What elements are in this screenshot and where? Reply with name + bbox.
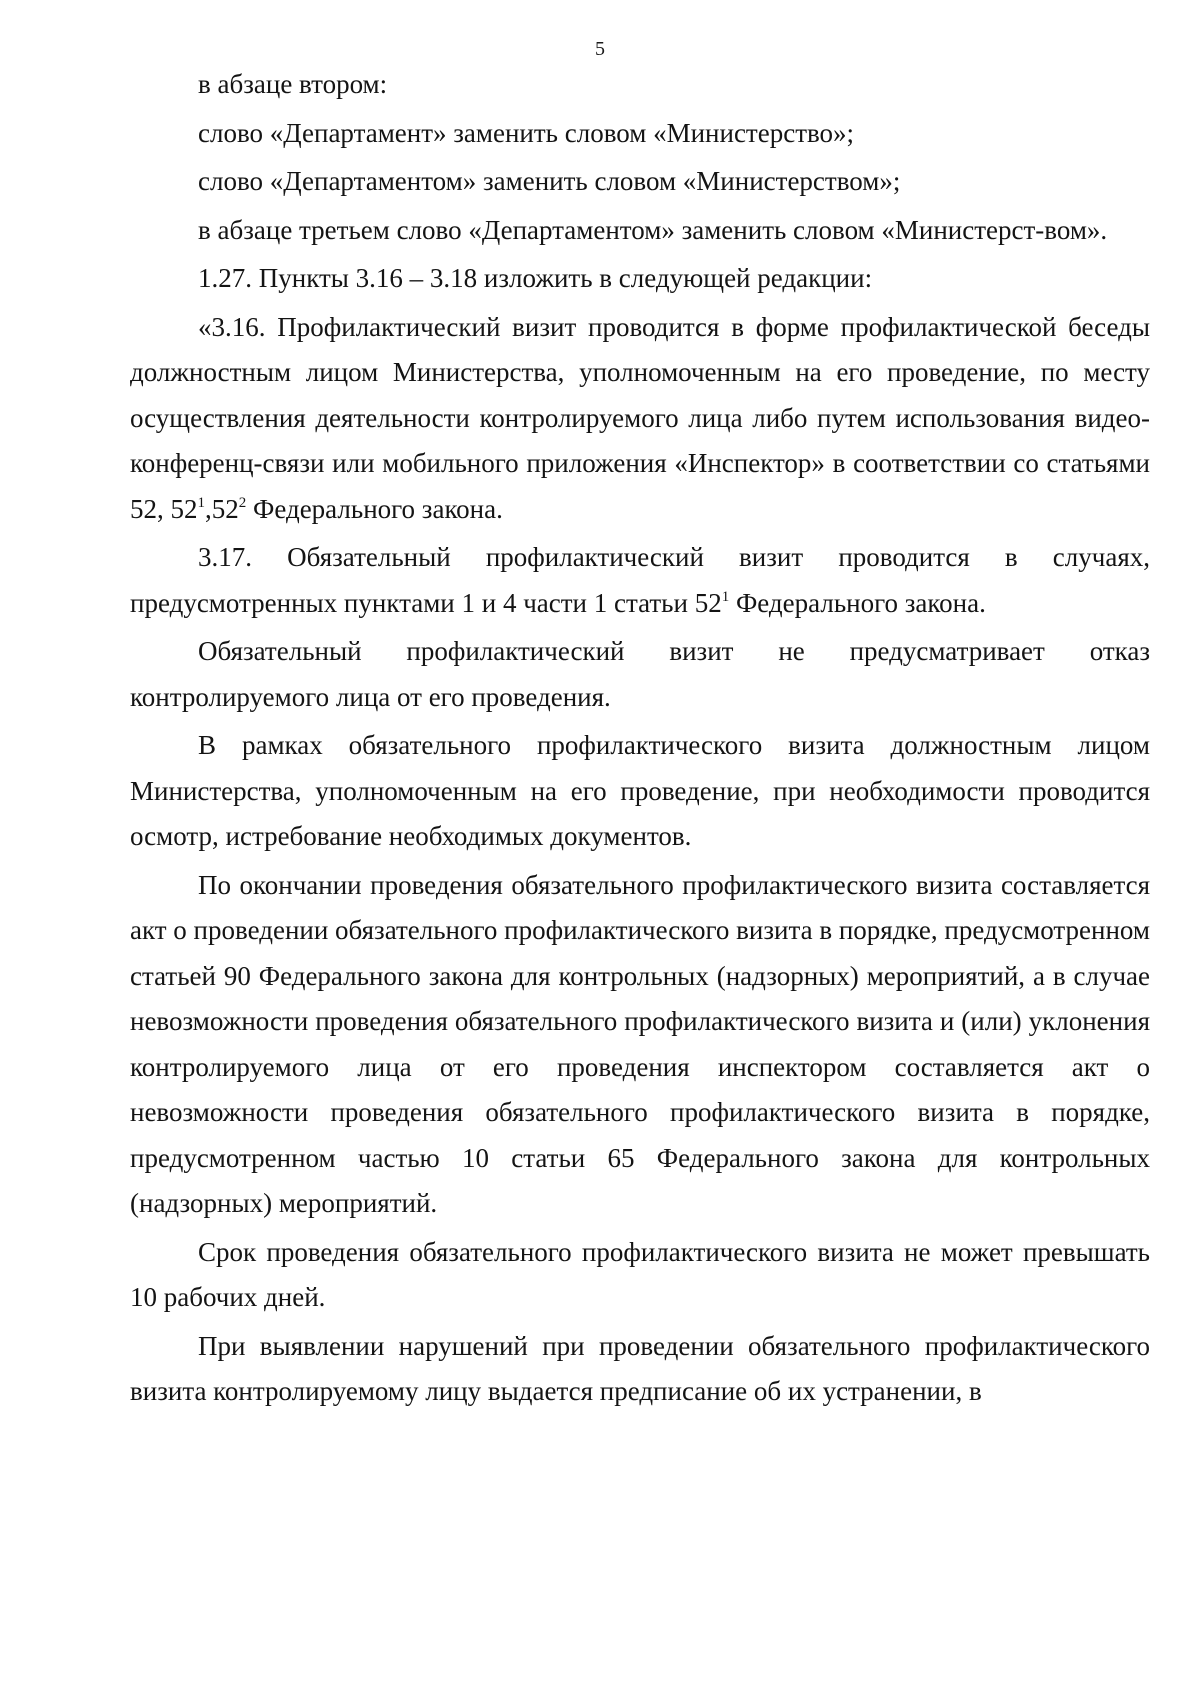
paragraph-violations: При выявлении нарушений при проведении обязательного профилактического визита контролируемому лицу выдается предписание об их устранении, в (130, 1330, 1150, 1406)
paragraph-act-drawing: По окончании проведения обязательного профилактического визита составляется акт о проведении обязательного профилактического визита в порядке, предусмотренном статьей 90 Федерального закона для контрольных (надзорных) мероприятий, а в случае невозможности проведения обязательного профилактического визита и (или) уклонения контролируемого лица от его проведения инспектором составляется акт о невозможности проведения обязательного профилактического визита в порядке, предусмотренном частью 10 статьи 65 Федерального закона для контрольных (надзорных) мероприятий. (130, 869, 1150, 1218)
paragraph-abzac-tretem: в абзаце третьем слово «Департаментом» заменить словом «Министерст-вом». (198, 214, 1108, 245)
superscript-1: 1 (197, 494, 205, 511)
page-number: 5 (595, 38, 605, 60)
paragraph-point-3-17 (130, 535, 1150, 626)
paragraph-point-3-16 (130, 305, 1150, 533)
point-3-16-text-end: Федерального закона. (246, 493, 503, 524)
superscript-2: 2 (238, 494, 247, 511)
paragraph-no-refusal: Обязательный профилактический визит не предусматривает отказ контролируемого лица от его проведения. (130, 636, 1150, 712)
paragraph-point-1-27: 1.27. Пункты 3.16 – 3.18 изложить в следующей редакции: (198, 263, 873, 293)
paragraph-inspection-scope: В рамках обязательного профилактического визита должностным лицом Министерства, уполномоченным на его проведение, при необходимости проводится осмотр, истребование необходимых документов. (130, 730, 1150, 851)
paragraph-replace-departament: слово «Департамент» заменить словом «Министерство»; (198, 117, 855, 148)
paragraph-abzac-vtorom: в абзаце втором: (198, 69, 388, 99)
point-3-16-text: «3.16. Профилактический визит проводится в форме профилактической беседы должностным лицом Министерства, уполномоченным на его проведение, по месту осуществления деятельности контролируемого лица либо путем использования видео-конференц-связи или мобильного приложения «Инспектор» в соответствии со статьями 52, 52 (130, 311, 1150, 524)
paragraph-replace-departamentom: слово «Департаментом» заменить словом «Министерством»; (198, 166, 901, 196)
point-3-17-text-end: Федерального закона. (729, 587, 986, 618)
point-3-17-text: 3.17. Обязательный профилактический визит проводится в случаях, предусмотренных пунктами 1 и 4 части 1 статьи 52 (130, 542, 1150, 618)
paragraph-visit-duration: Срок проведения обязательного профилактического визита не может превышать 10 рабочих дней. (130, 1236, 1150, 1312)
point-3-16-text-mid: ,52 (205, 493, 239, 524)
document-body (130, 62, 1150, 1415)
superscript-1: 1 (721, 588, 730, 605)
